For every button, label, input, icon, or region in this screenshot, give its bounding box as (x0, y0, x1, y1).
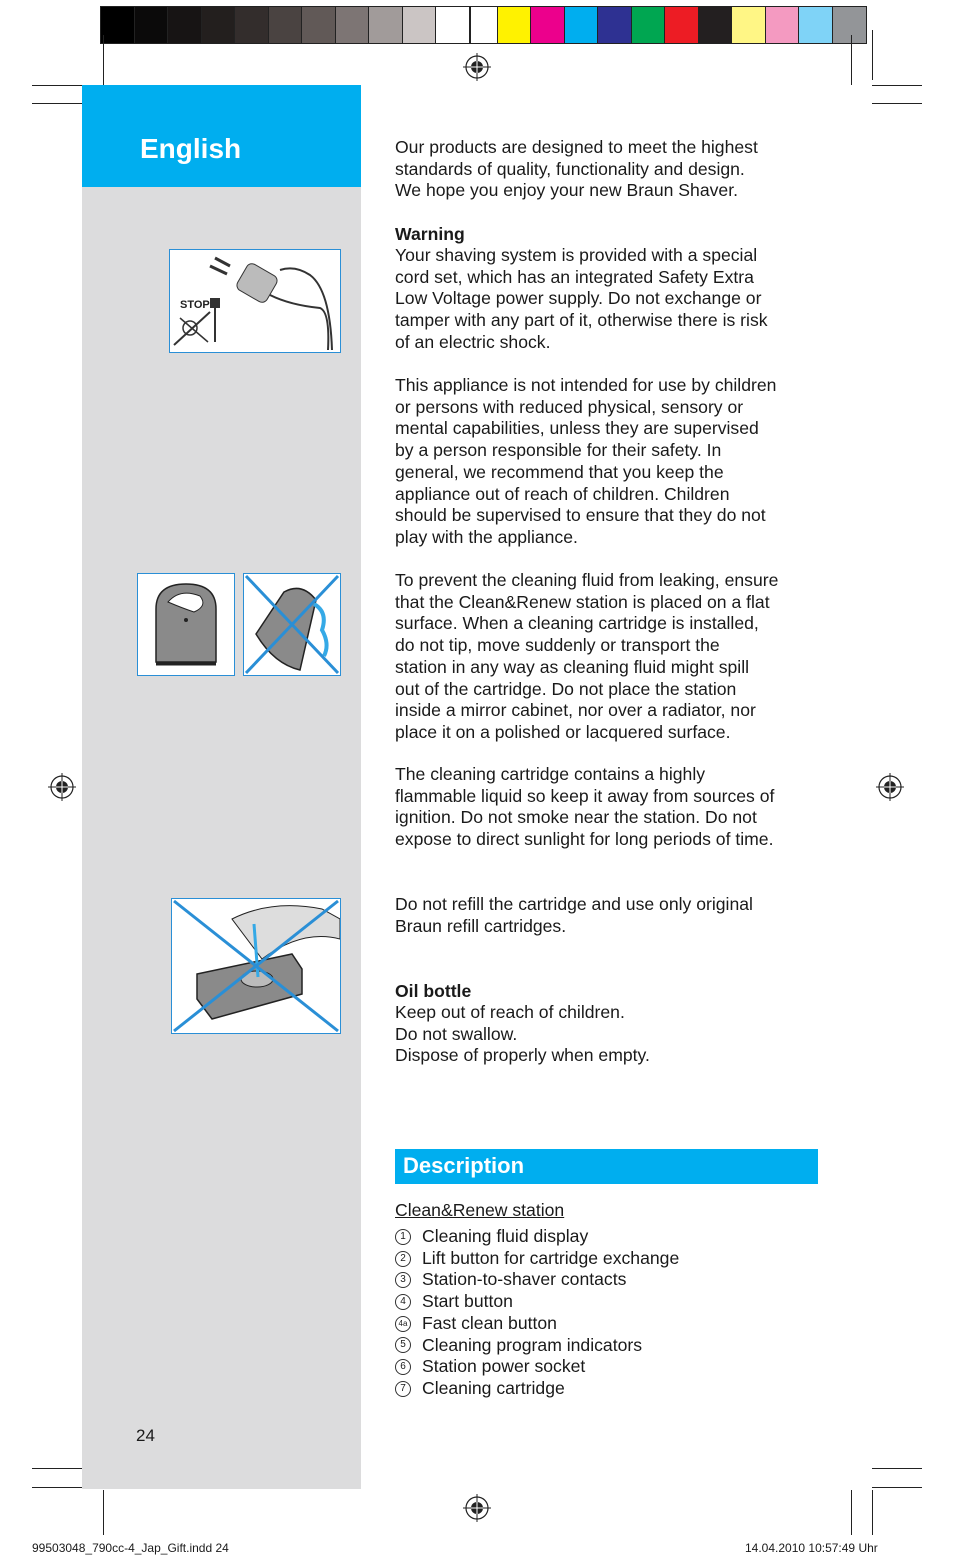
text-line: of an electric shock. (395, 331, 551, 352)
intro-line: Our products are designed to meet the highest (395, 137, 758, 157)
item-label: Cleaning fluid display (422, 1226, 589, 1246)
text-line: This appliance is not intended for use by children (395, 375, 777, 395)
text-line: station in any way as cleaning fluid might spill (395, 656, 750, 677)
color-swatch (436, 7, 470, 43)
item-number-badge: 6 (395, 1359, 411, 1375)
text-line: tamper with any part of it, otherwise there is risk (395, 310, 768, 331)
crop-mark (103, 35, 104, 85)
crop-mark (872, 85, 922, 86)
warning-paragraph-3 (395, 570, 825, 744)
text-line: out of the cartridge. Do not place the station (395, 678, 737, 699)
text-line: that the Clean&Renew station is placed on a flat (395, 591, 770, 612)
crop-mark (32, 1468, 82, 1469)
warning-paragraph-2 (395, 375, 825, 549)
text-line: flammable liquid so keep it away from sources of (395, 785, 775, 806)
text-line: do not tip, move suddenly or transport the (395, 635, 720, 656)
warning-paragraph-5 (395, 894, 825, 937)
warning-heading: Warning (395, 224, 465, 244)
color-swatch (135, 7, 169, 43)
parts-list (395, 1226, 679, 1400)
color-calibration-bar (100, 6, 867, 44)
figure-station-tipped (243, 573, 341, 676)
color-swatch (598, 7, 632, 43)
intro-paragraph (395, 137, 825, 202)
intro-line: standards of quality, functionality and design. (395, 158, 745, 179)
text-line: general, we recommend that you keep the (395, 461, 724, 482)
crossed-out-icon (172, 899, 340, 1033)
figure-station-upright (137, 573, 235, 676)
text-line: Your shaving system is provided with a special (395, 245, 758, 265)
text-line: Dispose of properly when empty. (395, 1045, 650, 1066)
text-line: Keep out of reach of children. (395, 1002, 625, 1022)
item-label: Cleaning program indicators (422, 1334, 643, 1355)
crop-mark (32, 1487, 82, 1488)
crop-mark (103, 1490, 104, 1535)
color-swatch (336, 7, 370, 43)
color-swatch (168, 7, 202, 43)
text-line: Braun refill cartridges. (395, 915, 567, 936)
color-swatch (833, 7, 867, 43)
crop-mark (872, 1487, 922, 1488)
text-line: Low Voltage power supply. Do not exchange or (395, 288, 762, 309)
crossed-out-icon (244, 574, 340, 675)
list-item (395, 1248, 679, 1270)
color-swatch (699, 7, 733, 43)
text-line: expose to direct sunlight for long periods of time. (395, 829, 774, 850)
registration-mark-icon (48, 773, 76, 801)
crop-mark (851, 35, 852, 85)
registration-mark-icon (463, 1494, 491, 1522)
warning-paragraph-1 (395, 245, 825, 354)
text-line: mental capabilities, unless they are supervised (395, 418, 759, 439)
text-line: To prevent the cleaning fluid from leaking, ensure (395, 570, 779, 590)
item-label: Station power socket (422, 1356, 586, 1377)
list-item (395, 1313, 679, 1335)
item-label: Cleaning cartridge (422, 1377, 565, 1398)
description-title: Description (403, 1153, 525, 1178)
text-line: surface. When a cleaning cartridge is installed, (395, 613, 759, 634)
footer-timestamp: 14.04.2010 10:57:49 Uhr (745, 1541, 878, 1555)
item-number-badge: 4a (395, 1316, 411, 1332)
page-number: 24 (136, 1426, 155, 1445)
text-line: by a person responsible for their safety. In (395, 440, 722, 461)
crop-mark (32, 103, 82, 104)
footer-file: 99503048_790cc-4_Jap_Gift.indd 24 (32, 1541, 229, 1555)
text-line: place it on a polished or lacquered surface. (395, 721, 731, 742)
crop-mark (872, 1468, 922, 1469)
color-bar-gap (470, 7, 498, 43)
color-swatch (269, 7, 303, 43)
list-item (395, 1378, 679, 1400)
item-label: Lift button for cartridge exchange (422, 1247, 680, 1268)
oil-bottle-heading: Oil bottle (395, 981, 472, 1001)
list-item (395, 1291, 679, 1313)
crop-mark (32, 85, 82, 86)
description-subheading: Clean&Renew station (395, 1200, 565, 1220)
crop-mark (872, 1490, 873, 1535)
color-swatch (565, 7, 599, 43)
item-number-badge: 4 (395, 1294, 411, 1310)
crop-mark (872, 30, 873, 80)
list-item (395, 1226, 679, 1248)
text-line: Do not swallow. (395, 1023, 518, 1044)
item-label: Fast clean button (422, 1312, 557, 1333)
cleaning-station-icon (138, 574, 234, 675)
text-line: Do not refill the cartridge and use only original (395, 894, 753, 914)
text-line: ignition. Do not smoke near the station. Do not (395, 807, 757, 828)
item-label: Start button (422, 1291, 513, 1312)
text-line: play with the appliance. (395, 526, 578, 547)
color-swatch (403, 7, 437, 43)
warning-paragraph-4 (395, 764, 825, 851)
color-swatch (302, 7, 336, 43)
item-label: Station-to-shaver contacts (422, 1269, 627, 1290)
registration-mark-icon (463, 53, 491, 81)
color-swatch (799, 7, 833, 43)
color-swatch (498, 7, 532, 43)
list-item (395, 1335, 679, 1357)
text-line: or persons with reduced physical, sensory or (395, 396, 744, 417)
figure-cord-set (169, 249, 341, 353)
item-number-badge: 5 (395, 1337, 411, 1353)
text-line: The cleaning cartridge contains a highly (395, 764, 706, 784)
list-item (395, 1356, 679, 1378)
stop-label: STOP (180, 299, 210, 311)
text-line: cord set, which has an integrated Safety Extra (395, 266, 754, 287)
color-swatch (632, 7, 666, 43)
color-swatch (766, 7, 800, 43)
registration-mark-icon (876, 773, 904, 801)
item-number-badge: 7 (395, 1381, 411, 1397)
color-swatch (369, 7, 403, 43)
color-swatch (732, 7, 766, 43)
color-swatch (531, 7, 565, 43)
color-swatch (235, 7, 269, 43)
plug-icon (170, 250, 340, 352)
item-number-badge: 2 (395, 1251, 411, 1267)
page-title: English (140, 133, 242, 164)
intro-line: We hope you enjoy your new Braun Shaver. (395, 180, 738, 201)
text-line: should be supervised to ensure that they do not (395, 505, 766, 526)
text-line: inside a mirror cabinet, nor over a radiator, nor (395, 700, 756, 721)
color-swatch (665, 7, 699, 43)
oil-bottle-paragraph (395, 1002, 825, 1067)
item-number-badge: 1 (395, 1229, 411, 1245)
figure-refill-cartridge (171, 898, 341, 1034)
item-number-badge: 3 (395, 1272, 411, 1288)
color-swatch (202, 7, 236, 43)
list-item (395, 1269, 679, 1291)
color-swatch (101, 7, 135, 43)
crop-mark (872, 103, 922, 104)
crop-mark (851, 1490, 852, 1535)
text-line: appliance out of reach of children. Children (395, 483, 730, 504)
